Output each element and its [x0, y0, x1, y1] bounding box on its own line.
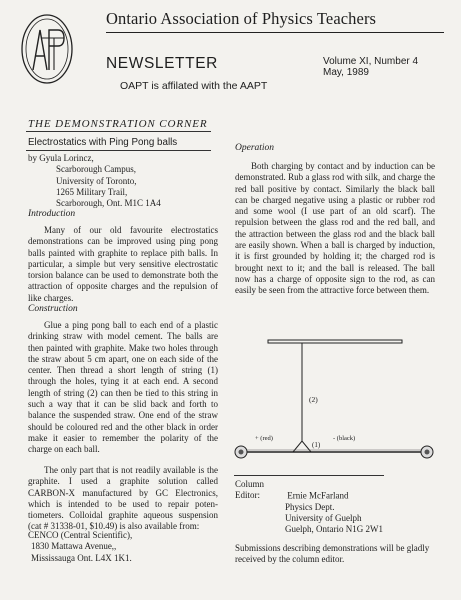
editor-line: Physics Dept.	[285, 501, 335, 512]
torsion-balance-diagram	[230, 338, 440, 468]
operation-text: Both charging by contact and by induction can be demonstrated. Rub a glass rod with silk, and charge the red ball positive by contact. Similarly the black ball can be charged negative using a plastic or rubber rod and some wool (I use part of an old scarf). The repulsion between the glass rod and the red ball, and the attraction between the glass rod and the black ball are easily shown. When a ball is charged by induction, it is first grounded by holding it; the charged rod is brought next to it; and the ball is released. The ball now has a charge of opposite sign to the rod, as can easily be seen from the attractive force between them.	[235, 161, 435, 296]
editor-line: Guelph, Ontario N1G 2W1	[285, 524, 383, 535]
operation-heading: Operation	[235, 143, 275, 153]
supplier-address	[28, 530, 218, 564]
string-2-label: (2)	[309, 395, 318, 404]
affiliation-note: OAPT is affilated with the AAPT	[120, 80, 268, 92]
short-string	[293, 441, 311, 452]
organization-name: Ontario Association of Physics Teachers	[106, 9, 377, 28]
author-name: by Gyula Lorincz,	[28, 153, 94, 163]
author-line: Scarborough, Ont. M1C 1A4	[56, 198, 161, 209]
newsletter-title: NEWSLETTER	[106, 55, 218, 72]
oapt-logo	[20, 12, 74, 86]
column-editor-name: Ernie McFarland	[287, 490, 349, 501]
author-block	[28, 153, 161, 209]
supplier-line: Mississauga Ont. L4X 1K1.	[31, 552, 132, 563]
volume-number: Volume XI, Number 4	[323, 56, 419, 67]
article-rule	[26, 150, 211, 151]
black-end-label: - (black)	[333, 435, 356, 442]
construction-paragraph-2: The only part that is not readily available is the graphite. I used a graphite solution called CARBON-X manufactured by GC Electronics, which is intended to be used to repair poten-tiometers. Colloidal graphite aqueous suspension (cat # 31338-01, $10.49) is also available from:	[28, 465, 218, 532]
string-1-label: (1)	[312, 441, 321, 449]
supplier-line: CENCO (Central Scientific),	[28, 530, 133, 540]
introduction-text: Many of our old favourite electrostatics demonstrations can be improved using ping pong balls painted with graphite to replace pith balls. In particular, a simple but very sensitive electrostatic torsion balance can be used to demonstrate both the attraction of opposite charges and the repulsion of like charges.	[28, 225, 218, 303]
issue-date: May, 1989	[323, 67, 369, 78]
author-line: University of Toronto,	[56, 175, 137, 186]
editor-rule	[234, 475, 384, 476]
submissions-note: Submissions describing demonstrations will be gladly received by the column editor.	[235, 543, 430, 565]
section-rule	[26, 131, 211, 132]
support-bar	[268, 340, 402, 343]
header-rule	[106, 32, 444, 33]
supplier-line: 1830 Mattawa Avenue,,	[31, 541, 117, 552]
red-end-label: + (red)	[255, 435, 273, 442]
author-line: 1265 Military Trail,	[56, 186, 128, 197]
article-title: Electrostatics with Ping Pong balls	[28, 137, 178, 148]
author-line: Scarborough Campus,	[56, 164, 136, 175]
editor-line: University of Guelph	[285, 512, 362, 523]
issue-info	[323, 56, 418, 78]
section-title: THE DEMONSTRATION CORNER	[28, 118, 208, 130]
introduction-heading: Introduction	[28, 209, 76, 219]
column-editor-block	[235, 479, 383, 535]
construction-heading: Construction	[28, 304, 78, 314]
construction-paragraph-1: Glue a ping pong ball to each end of a plastic drinking straw with model cement. The balls are then painted with graphite. Make two holes through the straw about 5 cm apart, one on each side of the center. Then thread a short length of string (1) through the holes, tying it at each end. A second length of string (2) can then be tied to this string in such a way that it can be slid back and forth to balance the suspended straw. One end of the straw should be coloured red and the other black in order make it easier to remember the polarity of the charge on each ball.	[28, 320, 218, 455]
column-editor-label: Column Editor:	[235, 479, 265, 501]
